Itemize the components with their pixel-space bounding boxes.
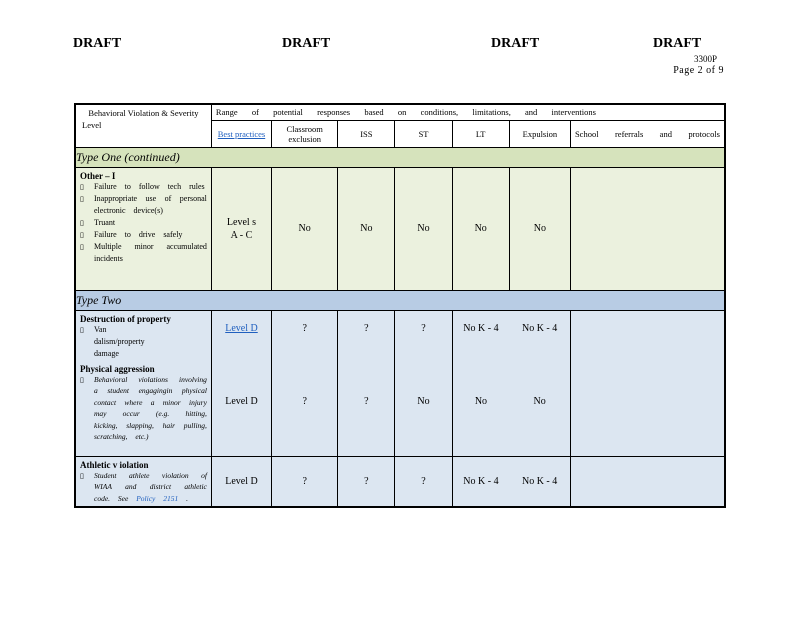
- type-one-band: Type One (continued): [75, 147, 725, 167]
- type-one-iss: No: [338, 167, 395, 290]
- athletic-iss: ?: [338, 456, 395, 507]
- list-item: ▯ Inappropriate use of personal electronic device(s): [80, 193, 207, 215]
- athletic-expulsion: No K - 4: [509, 456, 570, 507]
- header-range-of-responses: Range of potential responses based on conditions, limitations, and interventions: [211, 104, 725, 120]
- level-d-link[interactable]: Level D: [225, 322, 258, 334]
- bullet-icon: ▯: [80, 375, 84, 384]
- category-athletic-violation: Athletic v iolation: [80, 459, 149, 470]
- type-two-destruction-aggression-cell: [75, 310, 211, 456]
- list-item: ▯ Student athlete violation of WIAA and district athletic code. See Policy 2151 .: [80, 470, 207, 503]
- response-matrix-table: [74, 103, 726, 508]
- header-violation-severity: Behavioral Violation & Severity Level: [75, 104, 211, 147]
- type-two-expulsion: No K - 4 No: [509, 310, 570, 456]
- header-expulsion: Expulsion: [509, 120, 570, 147]
- type-one-expulsion: No: [509, 167, 570, 290]
- list-item: ▯ Failure to follow tech rules: [80, 181, 205, 191]
- type-two-band: Type Two: [75, 290, 725, 310]
- bullet-icon: ▯: [80, 194, 84, 203]
- header-classroom-exclusion: Classroom exclusion: [272, 120, 338, 147]
- list-item: ▯ Multiple minor accumulated incidents: [80, 241, 207, 263]
- bullet-icon: ▯: [80, 182, 84, 191]
- type-one-best-practices: Level s A - C: [211, 167, 271, 290]
- category-physical-aggression: Physical aggression: [80, 363, 155, 374]
- type-one-lt: No: [452, 167, 509, 290]
- type-one-referrals: [570, 167, 725, 290]
- bullet-icon: ▯: [80, 471, 84, 480]
- athletic-best-practices: Level D: [211, 456, 271, 507]
- type-two-lt: No K - 4 No: [452, 310, 509, 456]
- category-destruction: Destruction of property: [80, 313, 171, 324]
- type-one-other-cell: [75, 167, 211, 290]
- page-number: Page 2 of 9: [673, 65, 724, 76]
- policy-code: 3300P: [693, 54, 717, 64]
- type-two-best-practices: Level D Level D: [211, 310, 271, 456]
- type-two-classroom-exclusion: ? ?: [272, 310, 338, 456]
- draft-label-2: DRAFT: [282, 36, 331, 51]
- bullet-icon: ▯: [80, 325, 84, 334]
- bullet-icon: ▯: [80, 242, 84, 251]
- header-best-practices[interactable]: Best practices: [211, 120, 271, 147]
- header-iss: ISS: [338, 120, 395, 147]
- bullet-icon: ▯: [80, 218, 84, 227]
- type-one-st: No: [395, 167, 452, 290]
- header-school-referrals: School referrals and protocols: [570, 120, 725, 147]
- type-two-athletic-cell: [75, 456, 211, 507]
- type-two-referrals: [570, 310, 725, 456]
- list-item: ▯ Behavioral violations involving a student engagingin physical contact where a minor injury may occur (e.g. hitting, kicking, slapping, hair pulling, scratching, etc.): [80, 374, 207, 441]
- athletic-classroom-exclusion: ?: [272, 456, 338, 507]
- list-item: ▯ Failure to drive safely: [80, 229, 183, 239]
- athletic-st: ?: [395, 456, 452, 507]
- draft-label-3: DRAFT: [491, 36, 540, 51]
- header-st: ST: [395, 120, 452, 147]
- category-other: Other – I: [80, 170, 116, 181]
- bullet-icon: ▯: [80, 230, 84, 239]
- type-two-st: ? No: [395, 310, 452, 456]
- list-item: ▯ Truant: [80, 217, 116, 227]
- draft-label-1: DRAFT: [73, 36, 122, 51]
- type-two-iss: ? ?: [338, 310, 395, 456]
- type-one-classroom-exclusion: No: [272, 167, 338, 290]
- athletic-referrals: [570, 456, 725, 507]
- list-item: ▯ Van dalism/property damage: [80, 324, 145, 358]
- policy-2151-link[interactable]: Policy 2151: [136, 493, 179, 503]
- draft-label-4: DRAFT: [653, 36, 702, 51]
- athletic-lt: No K - 4: [452, 456, 509, 507]
- header-lt: LT: [452, 120, 509, 147]
